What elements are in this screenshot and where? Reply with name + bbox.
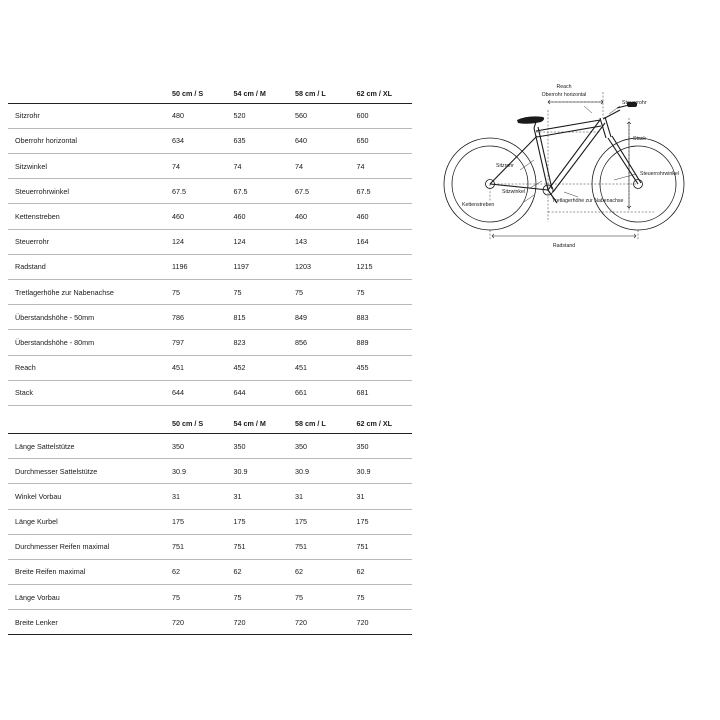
table-row xyxy=(8,610,412,635)
row-value: 75 xyxy=(289,585,351,610)
row-label: Überstandshöhe - 50mm xyxy=(8,305,166,330)
header-blank xyxy=(8,78,166,103)
row-value: 451 xyxy=(166,355,228,380)
row-value: 30.9 xyxy=(228,459,290,484)
row-value: 67.5 xyxy=(289,179,351,204)
row-value: 175 xyxy=(228,509,290,534)
row-value: 635 xyxy=(228,128,290,153)
row-label: Winkel Vorbau xyxy=(8,484,166,509)
table-row xyxy=(8,330,412,355)
row-label: Überstandshöhe - 80mm xyxy=(8,330,166,355)
row-value: 720 xyxy=(351,610,413,635)
table-row xyxy=(8,433,412,458)
row-value: 62 xyxy=(166,559,228,584)
row-value: 849 xyxy=(289,305,351,330)
row-value: 600 xyxy=(351,103,413,128)
row-label: Breite Lenker xyxy=(8,610,166,635)
table-row xyxy=(8,534,412,559)
table-row xyxy=(8,103,412,128)
table-row xyxy=(8,559,412,584)
row-value: 74 xyxy=(351,154,413,179)
row-value: 143 xyxy=(289,229,351,254)
row-label: Breite Reifen maximal xyxy=(8,559,166,584)
row-label: Steuerrohrwinkel xyxy=(8,179,166,204)
row-value: 650 xyxy=(351,128,413,153)
saddle xyxy=(517,116,544,123)
row-value: 350 xyxy=(289,433,351,458)
row-value: 452 xyxy=(228,355,290,380)
row-label: Kettenstreben xyxy=(8,204,166,229)
row-value: 856 xyxy=(289,330,351,355)
row-value: 350 xyxy=(166,433,228,458)
table-row xyxy=(8,585,412,610)
row-value: 661 xyxy=(295,388,307,398)
row-label: Sitzwinkel xyxy=(8,154,166,179)
row-value: 720 xyxy=(289,610,351,635)
header-blank xyxy=(8,405,166,433)
table-row xyxy=(8,229,412,254)
row-value: 1203 xyxy=(289,254,351,279)
row-value: 786 xyxy=(166,305,228,330)
row-value: 67.5 xyxy=(228,179,290,204)
header-size-1: 54 cm / M xyxy=(228,78,290,103)
header-size-0: 50 cm / S xyxy=(166,78,228,103)
header-size-1: 54 cm / M xyxy=(228,405,290,433)
label-sitzrohr: Sitzrohr xyxy=(496,163,514,169)
label-steuerrohrwinkel: Steuerrohrwinkel xyxy=(640,171,679,177)
row-value: 350 xyxy=(351,433,413,458)
row-value: 451 xyxy=(289,355,351,380)
label-steuerrohr: Steuerrohr xyxy=(622,100,647,106)
table-header-row-frame xyxy=(8,78,412,103)
row-value: 644 xyxy=(172,388,184,398)
header-size-2: 58 cm / L xyxy=(289,78,351,103)
row-value: 74 xyxy=(166,154,228,179)
row-label: Länge Vorbau xyxy=(8,585,166,610)
row-label: Oberrohr horizontal xyxy=(8,128,166,153)
row-value: 751 xyxy=(228,534,290,559)
row-value: 30.9 xyxy=(351,459,413,484)
header-size-3: 62 cm / XL xyxy=(351,405,413,433)
row-value: 640 xyxy=(289,128,351,153)
row-label: Durchmesser Reifen maximal xyxy=(8,534,166,559)
row-value: 823 xyxy=(228,330,290,355)
row-label: Tretlagerhöhe zur Nabenachse xyxy=(8,280,166,305)
row-value: 31 xyxy=(289,484,351,509)
header-size-3: 62 cm / XL xyxy=(351,78,413,103)
label-oberrohr-horizontal: Oberrohr horizontal xyxy=(541,92,587,98)
table-row xyxy=(8,459,412,484)
table-row xyxy=(8,355,412,380)
row-value: 460 xyxy=(228,204,290,229)
row-value: 350 xyxy=(228,433,290,458)
label-sitzwinkel: Sitzwinkel xyxy=(502,189,526,195)
row-value: 751 xyxy=(289,534,351,559)
row-value: 720 xyxy=(166,610,228,635)
header-size-0: 50 cm / S xyxy=(166,405,228,433)
row-value: 75 xyxy=(228,280,290,305)
row-value: 30.9 xyxy=(166,459,228,484)
row-value: 1215 xyxy=(351,254,413,279)
row-label: Durchmesser Sattelstütze xyxy=(8,459,166,484)
row-value: 460 xyxy=(166,204,228,229)
table-row xyxy=(8,380,412,405)
row-value: 62 xyxy=(351,559,413,584)
label-radstand: Radstand xyxy=(552,243,576,249)
row-value: 62 xyxy=(289,559,351,584)
row-label: Sitzrohr xyxy=(8,103,166,128)
table-row xyxy=(8,484,412,509)
row-value: 889 xyxy=(351,330,413,355)
row-value: 797 xyxy=(166,330,228,355)
row-value: 520 xyxy=(228,103,290,128)
row-value: 75 xyxy=(351,280,413,305)
table-row xyxy=(8,179,412,204)
table-row xyxy=(8,254,412,279)
row-value: 75 xyxy=(166,585,228,610)
geometry-table xyxy=(8,78,412,635)
label-stack: Stack xyxy=(633,136,646,142)
row-value: 31 xyxy=(228,484,290,509)
table-row xyxy=(8,204,412,229)
row-value: 75 xyxy=(289,280,351,305)
row-label: Steuerrohr xyxy=(8,229,166,254)
row-value: 175 xyxy=(351,509,413,534)
row-value: 74 xyxy=(228,154,290,179)
row-value: 681 xyxy=(356,388,369,398)
row-value: 560 xyxy=(289,103,351,128)
row-label: Radstand xyxy=(8,254,166,279)
row-value: 460 xyxy=(351,204,413,229)
table-row xyxy=(8,154,412,179)
table-header-row-components xyxy=(8,405,412,433)
table-row xyxy=(8,509,412,534)
row-value: 31 xyxy=(351,484,413,509)
row-value: 751 xyxy=(166,534,228,559)
row-value: 460 xyxy=(289,204,351,229)
row-value: 67.5 xyxy=(166,179,228,204)
row-value: 75 xyxy=(228,585,290,610)
row-value: 75 xyxy=(351,585,413,610)
row-value: 1197 xyxy=(228,254,290,279)
label-tretlagerhoehe: Tretlagerhöhe zur Nabenachse xyxy=(552,198,624,204)
label-reach: Reach xyxy=(556,84,572,90)
header-size-2: 58 cm / L xyxy=(289,405,351,433)
row-value: 175 xyxy=(289,509,351,534)
table-row xyxy=(8,280,412,305)
bike-geometry-diagram xyxy=(424,62,712,252)
row-value: 751 xyxy=(351,534,413,559)
row-value: 720 xyxy=(228,610,290,635)
row-value: 75 xyxy=(166,280,228,305)
row-value: 124 xyxy=(228,229,290,254)
row-value: 164 xyxy=(351,229,413,254)
row-label: Reach xyxy=(8,355,166,380)
row-value: 644 xyxy=(233,388,246,398)
row-label: Länge Sattelstütze xyxy=(8,433,166,458)
row-value: 634 xyxy=(166,128,228,153)
row-value: 124 xyxy=(166,229,228,254)
label-kettenstreben: Kettenstreben xyxy=(462,202,495,208)
row-value: 883 xyxy=(351,305,413,330)
row-value: 175 xyxy=(166,509,228,534)
row-value: 62 xyxy=(228,559,290,584)
row-value: 455 xyxy=(351,355,413,380)
row-value: 74 xyxy=(289,154,351,179)
row-label: Stack xyxy=(15,388,33,398)
row-value: 30.9 xyxy=(289,459,351,484)
table-row xyxy=(8,128,412,153)
row-value: 1196 xyxy=(166,254,228,279)
row-label: Länge Kurbel xyxy=(8,509,166,534)
row-value: 815 xyxy=(228,305,290,330)
row-value: 480 xyxy=(166,103,228,128)
row-value: 67.5 xyxy=(351,179,413,204)
table-row xyxy=(8,305,412,330)
row-value: 31 xyxy=(166,484,228,509)
